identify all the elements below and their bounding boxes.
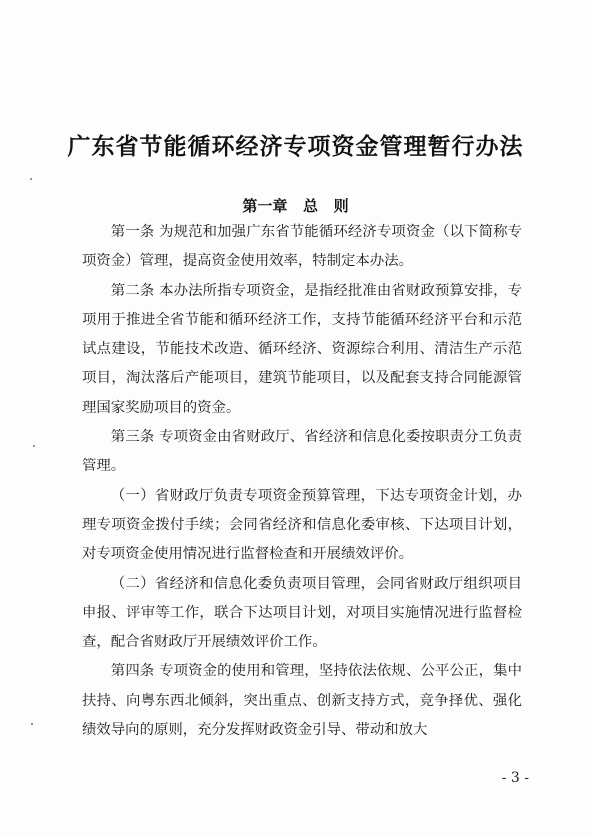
chapter-heading: 第一章 总 则 [242,197,349,215]
document-title: 广东省节能循环经济专项资金管理暂行办法 [67,134,524,160]
scan-speck [33,445,35,447]
article-2-paragraph: 第二条 本办法所指专项资金，是指经批准由省财政预算安排，专项用于推进全省节能和循环经济工作，支持节能循环经济平台和示范试点建设，节能技术改造、循环经济、资源综合利用、清洁生产示范项目，淘汰落后产能项目，建筑节能项目，以及配套支持合同能源管理国家奖励项目的资金。 [82,282,522,416]
article-3-paragraph: 第三条 专项资金由省财政厅、省经济和信息化委按职责分工负责管理。 [82,429,522,475]
page-number: - 3 - [501,770,529,786]
document-body [82,218,522,745]
article-4-paragraph: 第四条 专项资金的使用和管理，坚持依法依规、公平公正，集中扶持、向粤东西北倾斜，突出重点、创新支持方式，竞争择优、强化绩效导向的原则，充分发挥财政资金引导、带动和放大 [82,663,522,739]
scan-speck [30,178,32,180]
scan-speck [31,723,33,725]
article-3-item-1-paragraph: （一）省财政厅负责专项资金预算管理，下达专项资金计划，办理专项资金拨付手续；会同省经济和信息化委审核、下达项目计划，对专项资金使用情况进行监督检查和开展绩效评价。 [82,487,522,563]
article-3-item-2-paragraph: （二）省经济和信息化委负责项目管理，会同省财政厅组织项目申报、评审等工作，联合下达项目计划，对项目实施情况进行监督检查，配合省财政厅开展绩效评价工作。 [82,575,522,651]
article-1-paragraph: 第一条 为规范和加强广东省节能循环经济专项资金（以下简称专项资金）管理，提高资金使用效率，特制定本办法。 [82,224,522,270]
